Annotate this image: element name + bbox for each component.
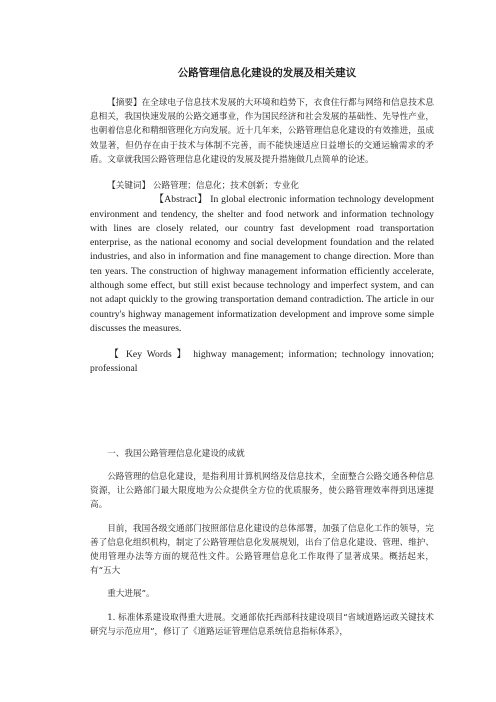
paper-title: 公路管理信息化建设的发展及相关建议 bbox=[177, 67, 357, 79]
abstract-cn: 【摘要】在全球电子信息技术发展的大环境和趋势下，衣食住行都与网络和信息技术息息相关，我国快速发展的公路交通事业，作为国民经济和社会发展的基础性、先导性产业，也朝着信息化和精细管理化方向发展。近十几年来，公路管理信息化建设的有效推进，虽成效显著，但仍存在由于技术与体制不完善，而不能快速适应日益增长的交通运输需求的矛盾。文章就我国公路管理信息化建设的发展及提升措施做几点简单的论述。 bbox=[90, 98, 434, 165]
body-paragraph: 重大进展”。 bbox=[107, 589, 155, 600]
body-paragraph: 目前，我国各级交通部门按照部信息化建设的总体部署，加强了信息化工作的领导，完善了信息化组织机构，制定了公路管理信息化发展规划，出台了信息化建设、管理、维护、使用管理办法等方面的规范性文件。公路管理信息化工作取得了显著成果。概括起来，有“五大 bbox=[90, 523, 434, 577]
abstract-en: 【Abstract】 In global electronic information technology development environment and tendency, the shelter and food network and information technology with lines are closely related, our country fast development road transportation enterprise, as the national economy and social development foundation and the related industries, and also in information and fine management to change direction. More than ten years. The construction of highway management information efficiently accelerate, although some effect, but still exist because technology and imperfect system, and can not adapt quickly to the growing transportation demand contradiction. The article in our country's highway management informatization development and improve some simple discusses the measures. bbox=[90, 194, 434, 334]
section-spacer bbox=[90, 377, 434, 447]
keywords-cn: 【关键词】 公路管理；信息化；技术创新；专业化 bbox=[107, 181, 299, 192]
section-heading: 一、我国公路管理信息化建设的成就 bbox=[107, 448, 245, 459]
body-paragraph: 公路管理的信息化建设，是指利用计算机网络及信息技术，全面整合公路交通各种信息资源，让公路部门最大限度地为公众提供全方位的优质服务，使公路管理效率得到迅速提高。 bbox=[90, 471, 434, 511]
body-paragraph: 1. 标准体系建设取得重大进展。交通部依托西部科技建设项目“省域道路运政关键技术研究与示范应用”，修订了《道路运证管理信息系统信息指标体系》， bbox=[90, 612, 434, 637]
keywords-en: 【 Key Words 】 highway management; information; technology innovation; professional bbox=[90, 349, 434, 375]
